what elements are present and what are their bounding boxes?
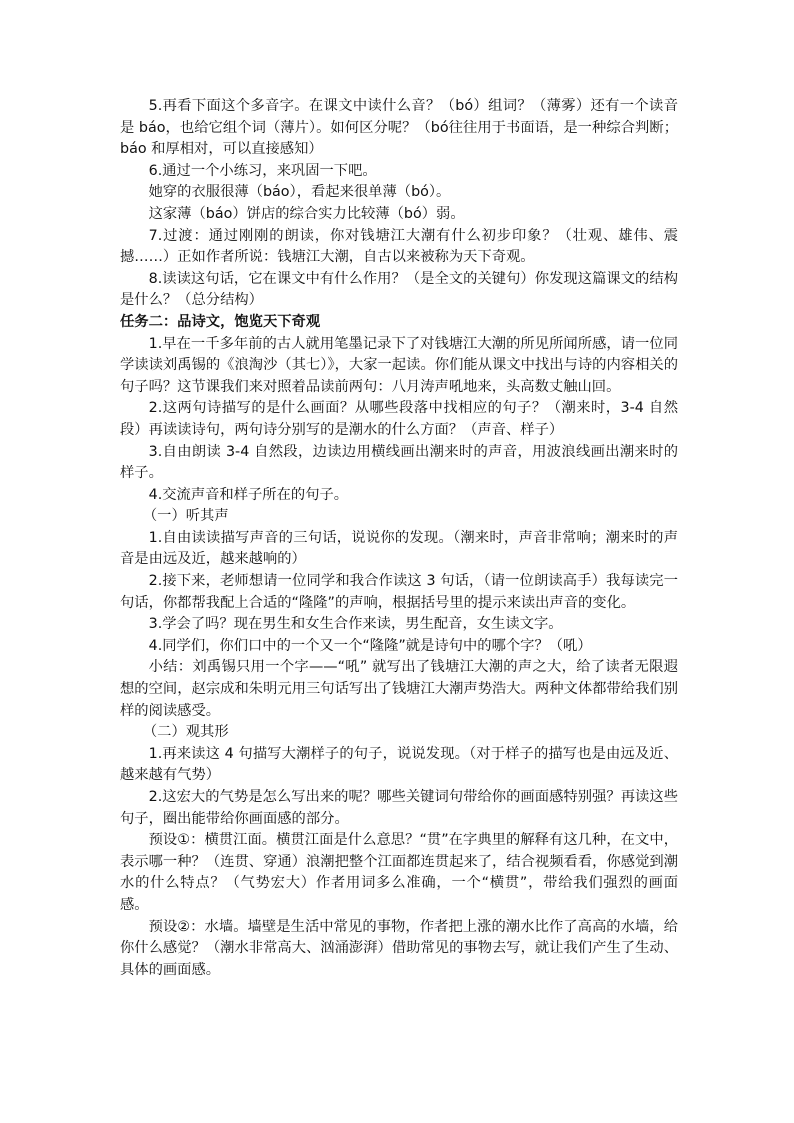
paragraph-listen-4: 4.同学们，你们口中的一个又一个“隆隆”就是诗句中的哪个字？（吼） [148,637,592,654]
paragraph-polyphone-bo: 5.再看下面这个多音字。在课文中读什么音？（bó）组词？（薄雾）还有一个读音是 báo，也给它组个词（薄片）。如何区分呢？（bó往往用于书面语，是一种综合判断；báo 和厚相对，可以直接感知） [120,98,678,158]
paragraph-poem-intro: 1.早在一千多年前的古人就用笔墨记录下了对钱塘江大潮的所见所闻所感，请一位同学读读刘禹锡的《浪淘沙（其七）》，大家一起读。你们能从课文中找出与诗的内容相关的句子吗？这节课我们来对照着品读前两句：八月涛声吼地来，头高数丈触山回。 [120,335,678,395]
paragraph-listen-1: 1.自由读读描写声音的三句话，说说你的发现。（潮来时，声音非常响；潮来时的声音是由远及近，越来越响的） [120,529,678,568]
paragraph-exercise-sentence-1: 她穿的衣服很薄（báo），看起来很单薄（bó）。 [148,184,451,201]
paragraph-preset-1: 预设①：横贯江面。横贯江面是什么意思？“贯”在字典里的解释有这几种，在文中，表示哪一种？（连贯、穿通）浪潮把整个江面都连贯起来了，结合视频看看，你感觉到潮水的什么特点？（气势宏大）作者用词多么准确，一个“横贯”，带给我们强烈的画面感。 [120,832,678,913]
section-listen-heading: （一）听其声 [142,508,229,525]
paragraph-summary: 小结：刘禹锡只用一个字——“吼” 就写出了钱塘江大潮的声之大，给了读者无限遐想的空间，赵宗成和朱明元用三句话写出了钱塘江大潮声势浩大。两种文体都带给我们别样的阅读感受。 [120,659,678,719]
document-body [120,96,678,981]
paragraph-transition: 7.过渡：通过刚刚的朗读，你对钱塘江大潮有什么初步印象？（壮观、雄伟、震撼……）正如作者所说：钱塘江大潮，自古以来被称为天下奇观。 [120,227,678,266]
task-two-heading: 任务二：品诗文，饱览天下奇观 [120,313,321,330]
paragraph-listen-3: 3.学会了吗？现在男生和女生合作来读，男生配音，女生读文字。 [148,616,563,633]
paragraph-listen-2: 2.接下来，老师想请一位同学和我合作读这 3 句话，（请一位朗读高手）我每读完一句话，你都帮我配上合适的“隆隆”的声响，根据括号里的提示来读出声音的变化。 [120,573,678,611]
paragraph-exercise-sentence-2: 这家薄（báo）饼店的综合实力比较薄（bó）弱。 [148,205,465,222]
paragraph-observe-2: 2.这宏大的气势是怎么写出来的呢？哪些关键词句带给你的画面感特别强？再读这些句子，圈出能带给你画面感的部分。 [120,789,678,827]
section-observe-heading: （二）观其形 [142,724,229,741]
paragraph-poem-scene: 2.这两句诗描写的是什么画面？从哪些段落中找相应的句子？（潮来时，3-4 自然段）再读读诗句，两句诗分别写的是潮水的什么方面？（声音、样子） [120,400,678,438]
paragraph-preset-2: 预设②：水墙。墙壁是生活中常见的事物，作者把上涨的潮水比作了高高的水墙，给你什么感觉？（潮水非常高大、汹涌澎湃）借助常见的事物去写，就让我们产生了生动、具体的画面感。 [120,918,678,978]
paragraph-key-sentence: 8.读读这句话，它在课文中有什么作用？（是全文的关键句）你发现这篇课文的结构是什么？（总分结构） [120,270,678,309]
paragraph-observe-1: 1.再来读这 4 句描写大潮样子的句子，说说发现。（对于样子的描写也是由远及近、越来越有气势） [120,745,678,784]
paragraph-exchange: 4.交流声音和样子所在的句子。 [148,486,349,503]
paragraph-exercise-intro: 6.通过一个小练习，来巩固一下吧。 [148,162,377,179]
paragraph-free-reading: 3.自由朗读 3-4 自然段，边读边用横线画出潮来时的声音，用波浪线画出潮来时的样子。 [120,443,678,482]
